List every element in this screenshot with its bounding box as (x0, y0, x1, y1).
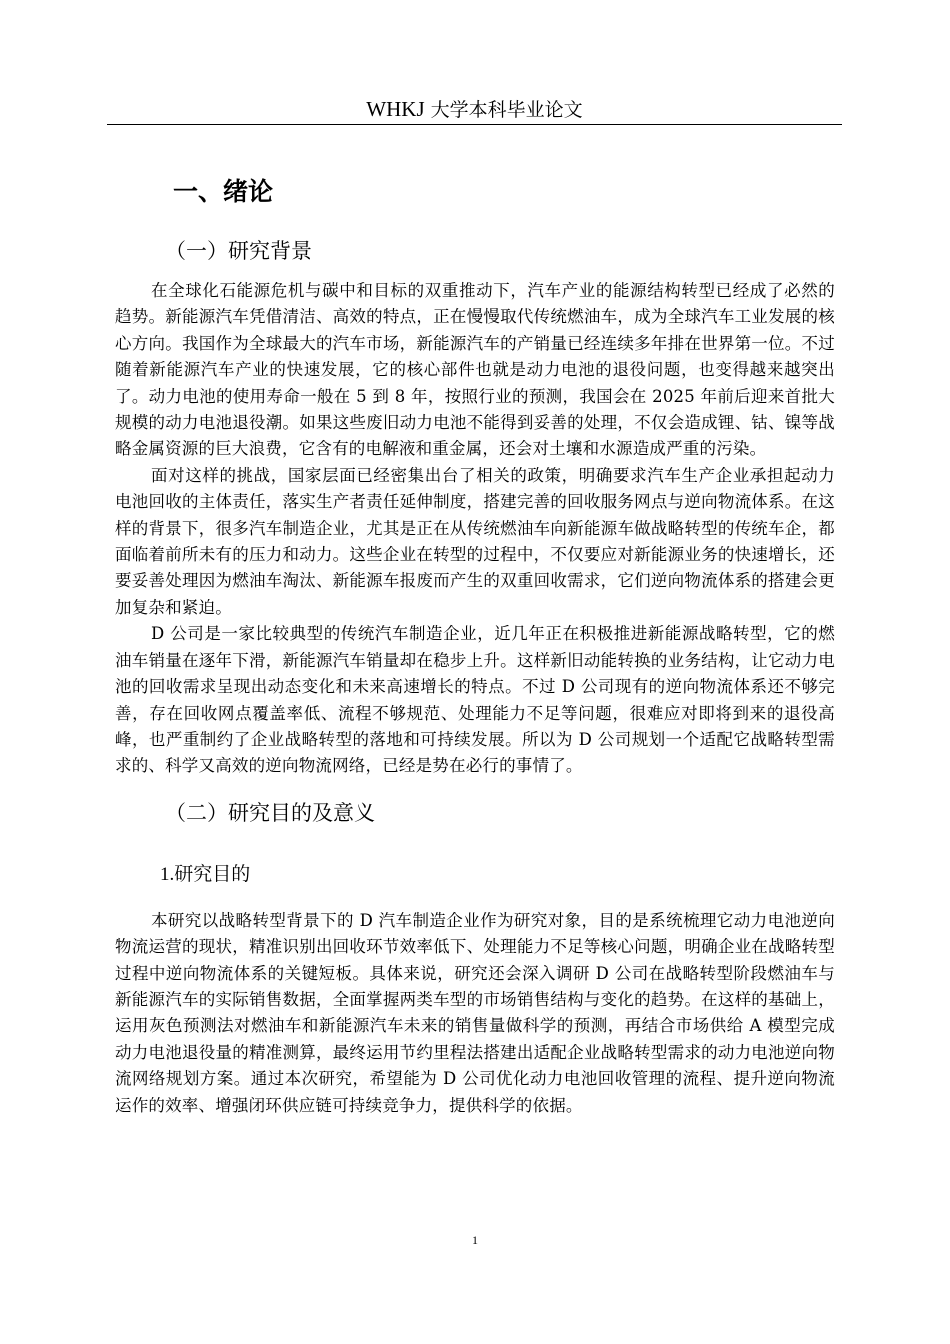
subsection-title (115, 844, 835, 904)
paragraph: 面对这样的挑战，国家层面已经密集出台了相关的政策，明确要求汽车生产企业承担起动力电池回收的主体责任，落实生产者责任延伸制度，搭建完善的回收服务网点与逆向物流体系。在这样的背景下，很多汽车制造企业，尤其是正在从传统燃油车向新能源车做战略转型的传统车企，都面临着前所未有的压力和动力。这些企业在转型的过程中，不仅要应对新能源业务的快速增长，还要妥善处理因为燃油车淘汰、新能源车报废而产生的双重回收需求，它们逆向物流体系的搭建会更加复杂和紧迫。 (115, 465, 835, 617)
paragraph: D 公司是一家比较典型的传统汽车制造企业，近几年正在积极推进新能源战略转型，它的燃油车销量在逐年下滑，新能源汽车销量却在稳步上升。这样新旧动能转换的业务结构，让它动力电池的回收需求呈现出动态变化和未来高速增长的特点。不过 D 公司现有的逆向物流体系还不够完善，存在回收网点覆盖率低、流程不够规范、处理能力不足等问题，很难应对即将到来的退役高峰，也严重制约了企业战略转型的落地和可持续发展。所以为 D 公司规划一个适配它战略转型需求的、科学又高效的逆向物流网络，已经是势在必行的事情了。 (115, 624, 835, 776)
section-title-background: （一）研究背景 (165, 239, 312, 263)
header-prefix: WHKJ (366, 97, 425, 121)
subsection-label: 研究目的 (174, 862, 251, 885)
section-title-purpose: （二）研究目的及意义 (165, 800, 375, 825)
running-header (107, 96, 842, 122)
chapter-title: 一、绪论 (173, 177, 274, 206)
page-body (115, 170, 835, 1119)
subsection-number: 1. (160, 863, 175, 885)
header-rule (107, 124, 842, 125)
paragraph: 在全球化石能源危机与碳中和目标的双重推动下，汽车产业的能源结构转型已经成了必然的趋势。新能源汽车凭借清洁、高效的特点，正在慢慢取代传统燃油车，成为全球汽车工业发展的核心方向。我国作为全球最大的汽车市场，新能源汽车的产销量已经连续多年排在世界第一位。不过随着新能源汽车产业的快速发展，它的核心部件也就是动力电池的退役问题，也变得越来越突出了。动力电池的使用寿命一般在 5 到 8 年，按照行业的预测，我国会在 2025 年前后迎来首批大规模的动力电池退役潮。如果这些废旧动力电池不能得到妥善的处理，不仅会造成锂、钴、镍等战略金属资源的巨大浪费，它含有的电解液和重金属，还会对土壤和水源造成严重的污染。 (115, 281, 835, 459)
paragraph: 本研究以战略转型背景下的 D 汽车制造企业作为研究对象，目的是系统梳理它动力电池逆向物流运营的现状，精准识别出回收环节效率低下、处理能力不足等核心问题，明确企业在战略转型过程中逆向物流体系的关键短板。具体来说，研究还会深入调研 D 公司在战略转型阶段燃油车与新能源汽车的实际销售数据，全面掌握两类车型的市场销售结构与变化的趋势。在这样的基础上，运用灰色预测法对燃油车和新能源汽车未来的销售量做科学的预测，再结合市场供给 A 模型完成动力电池退役量的精准测算，最终运用节约里程法搭建出适配企业战略转型需求的动力电池逆向物流网络规划方案。通过本次研究，希望能为 D 公司优化动力电池回收管理的流程、提升逆向物流运作的效率、增强闭环供应链可持续竞争力，提供科学的依据。 (115, 910, 835, 1115)
header-title: 大学本科毕业论文 (430, 99, 583, 121)
page-number: 1 (472, 1233, 478, 1247)
